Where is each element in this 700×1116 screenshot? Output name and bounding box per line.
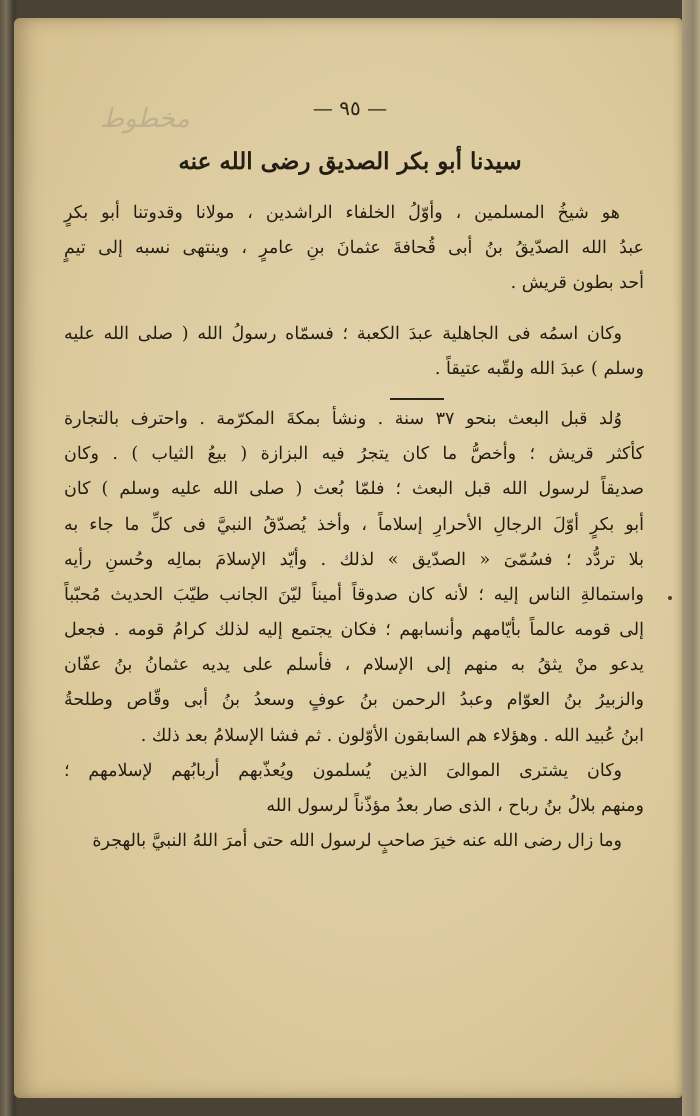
ink-dot [668,596,672,600]
text-line: يدعو منْ يثقُ به منهم إلى الإسلام ، فأسلم على يديه عثمانُ بنُ عفّان [64,655,644,676]
text-line: وكان يشترى الموالىَ الذين يُسلمون ويُعذّبهم أربابُهم لإسلامهم ؛ [64,760,622,781]
paragraph-2 [64,317,644,387]
text-line: صديقاً لرسول الله قبل البعث ؛ فلمّا بُعث ( صلى الله عليه وسلم ) كان [64,479,644,500]
text-line: والزبيرُ بنُ العوّام وعبدُ الرحمن بنُ عوفٍ وسعدُ بنُ أبى وقّاص وطلحةُ [64,690,644,711]
text-line: وُلد قبل البعث بنحو ٣٧ سنة . ونشأ بمكةَ المكرّمة . واحترف بالتجارة [64,408,622,429]
text-line: واستمالةِ الناس إليه ؛ لأنه كان صدوقاً أميناً ليّنَ الجانب طيّبَ الحديث مُحبّباً [64,584,644,605]
text-line: أبو بكرٍ أوّلَ الرجالِ الأحرارِ إسلاماً ، وأخذ يُصدّقُ النبيَّ فى كلِّ ما جاء به [64,514,644,535]
text-line: وسلم ) عبدَ الله ولقّبه عتيقاً . [434,358,644,379]
text-line: وكان اسمُه فى الجاهلية عبدَ الكعبة ؛ فسمّاه رسولُ الله ( صلى الله عليه [64,323,622,344]
text-line: كأكثر قريش ؛ وأخصُّ ما كان يتجرُ فيه البزازة ( بيعُ الثياب ) . وكان [64,444,644,465]
text-line: عبدُ الله الصدّيقُ بنُ أبى قُحافةَ عثمانَ بنِ عامرٍ ، وينتهى نسبه إلى تيمٍ [64,238,644,259]
paragraph-1 [64,196,644,302]
text-line: ومنهم بلالُ بنُ رباح ، الذى صار بعدُ مؤذّناً لرسول الله [266,796,644,816]
pencil-annotation: مخطوط [100,104,190,134]
body-text [64,196,644,859]
page-number: — ٩٥ — [312,96,388,120]
paragraph-5 [64,824,644,859]
text-line: بلا تردُّد ؛ فسُمّىَ « الصدّيق » لذلك . وأيّد الإسلامَ بمالِه وحُسنِ رأيه [64,549,644,570]
paragraph-4 [64,754,644,824]
handwritten-underline [390,398,444,400]
text-line: ابنُ عُبيد الله . وهؤلاء هم السابقون الأوّلون . ثم فشا الإسلامُ بعد ذلك . [140,725,644,746]
text-line: أحد بطون قريش . [510,273,644,294]
text-line: إلى قومه عالماً بأيّامهم وأنسابهم ؛ فكان يجتمع إليه لذلك كرامُ قومه . فجعل [64,620,644,641]
paragraph-3 [64,402,644,754]
page-title: سيدنا أبو بكر الصديق رضى الله عنه [178,148,522,175]
text-line: وما زال رضى الله عنه خيرَ صاحبٍ لرسول الله حتى أمرَ اللهُ النبيَّ بالهجرة [92,831,622,852]
text-line: هو شيخُ المسلمين ، وأوّلُ الخلفاء الراشدين ، مولانا وقدوتنا أبو بكرٍ [64,203,620,223]
